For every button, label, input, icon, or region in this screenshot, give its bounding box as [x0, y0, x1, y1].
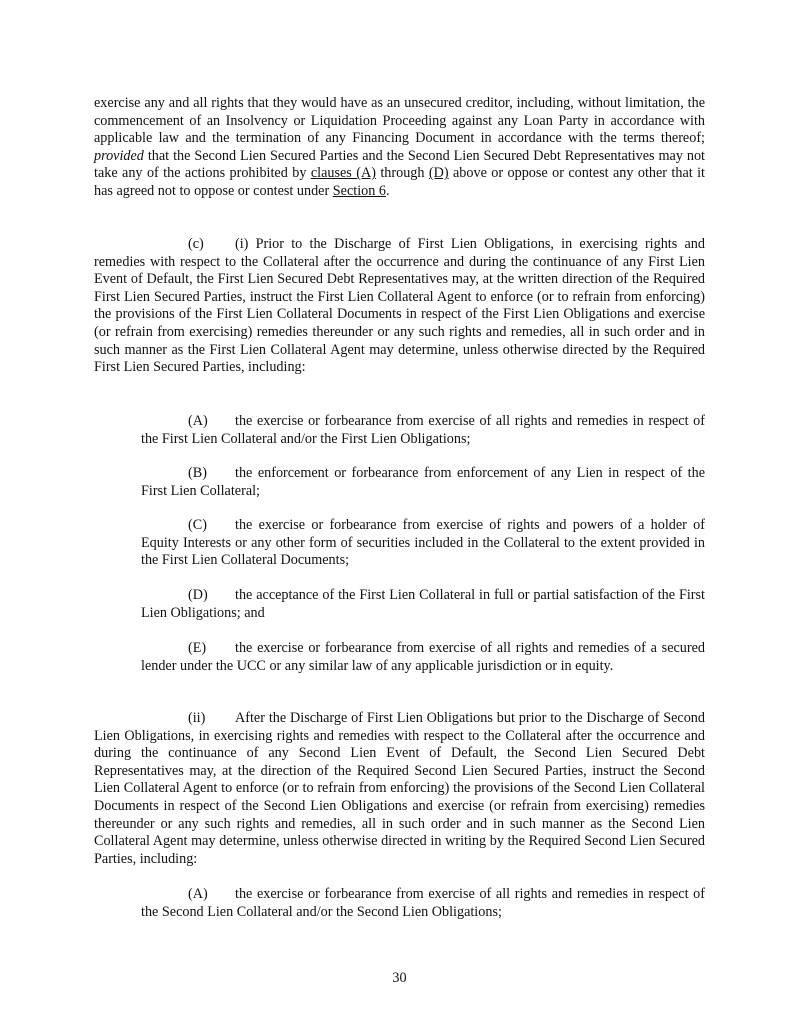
- provided-term: provided: [94, 147, 144, 164]
- clause-label-c: (c): [188, 236, 204, 252]
- first-lien-item-c: [141, 517, 705, 570]
- first-lien-item-a: [141, 413, 705, 448]
- section-6-reference: Section 6: [332, 182, 386, 199]
- paragraph-c-i: [94, 236, 705, 377]
- paragraph-b-continued: [94, 95, 705, 201]
- clause-label-ii: (ii): [188, 710, 206, 726]
- item-text: the exercise or forbearance from exercise of all rights and remedies of a secured lender under the UCC or any similar law of any applicable jurisdiction or in equity.: [141, 640, 705, 674]
- item-label: (C): [188, 517, 207, 533]
- paragraph-c-i-text: (i) Prior to the Discharge of First Lien Obligations, in exercising rights and remedies with respect to the Collateral after the occurrence and during the continuance of any First Lien Event of Default, the First Lien Secured Debt Representatives may, at the written direction of the Required First Lien Secured Parties, instruct the First Lien Collateral Agent to enforce (or to refrain from enforcing) the provisions of the First Lien Collateral Documents in respect of the First Lien Obligations and exercise (or refrain from exercising) remedies thereunder or any such rights and remedies, all in such order and in such manner as the First Lien Collateral Agent may determine, unless otherwise directed by the Required First Lien Secured Parties, including:: [94, 236, 705, 376]
- p1-text-a: exercise any and all rights that they would have as an unsecured creditor, including, without limitation, the commencement of an Insolvency or Liquidation Proceeding against any Loan Party in accordance with applicable law and the termination of any Financing Document in accordance with the terms thereof;: [94, 95, 705, 147]
- item-label: (A): [188, 886, 208, 902]
- paragraph-c-ii: [94, 710, 705, 868]
- first-lien-item-d: [141, 587, 705, 622]
- item-label: (B): [188, 465, 207, 481]
- item-label: (E): [188, 640, 207, 656]
- clause-d-reference: (D): [428, 165, 449, 182]
- first-lien-item-b: [141, 465, 705, 500]
- item-text: the exercise or forbearance from exercise of all rights and remedies in respect of the Second Lien Collateral and/or the Second Lien Obligations;: [141, 886, 705, 920]
- item-text: the exercise or forbearance from exercise of all rights and remedies in respect of the First Lien Collateral and/or the First Lien Obligations;: [141, 413, 705, 447]
- p1-through: through: [375, 165, 429, 182]
- page-number: 30: [392, 970, 407, 986]
- p1-end: .: [385, 182, 390, 199]
- clauses-a-reference: clauses (A): [310, 165, 376, 182]
- paragraph-c-ii-text: After the Discharge of First Lien Obligations but prior to the Discharge of Second Lien Obligations, in exercising rights and remedies with respect to the Collateral after the occurrence and during the continuance of any Second Lien Event of Default, the Second Lien Secured Debt Representatives may, at the direction of the Required Second Lien Secured Parties, instruct the Second Lien Collateral Agent to enforce (or to refrain from enforcing) the provisions of the Second Lien Collateral Documents in respect of the Second Lien Obligations and exercise (or refrain from exercising) remedies thereunder or any such rights and remedies, all in such order and in such manner as the Second Lien Collateral Agent may determine, unless otherwise directed in writing by the Required Second Lien Secured Parties, including:: [94, 710, 705, 867]
- second-lien-item-a: [141, 886, 705, 921]
- item-text: the acceptance of the First Lien Collateral in full or partial satisfaction of the First Lien Obligations; and: [141, 587, 705, 621]
- item-label: (D): [188, 587, 208, 603]
- item-label: (A): [188, 413, 208, 429]
- item-text: the enforcement or forbearance from enforcement of any Lien in respect of the First Lien Collateral;: [141, 465, 705, 499]
- p1-text-c: above or oppose or contest any other that it has agreed not to oppose or contest under: [94, 165, 705, 199]
- item-text: the exercise or forbearance from exercise of rights and powers of a holder of Equity Interests or any other form of securities included in the Collateral to the extent provided in the First Lien Collateral Documents;: [141, 517, 705, 569]
- first-lien-item-e: [141, 640, 705, 675]
- p1-text-b: that the Second Lien Secured Parties and the Second Lien Secured Debt Representatives may not take any of the actions prohibited by: [94, 147, 705, 182]
